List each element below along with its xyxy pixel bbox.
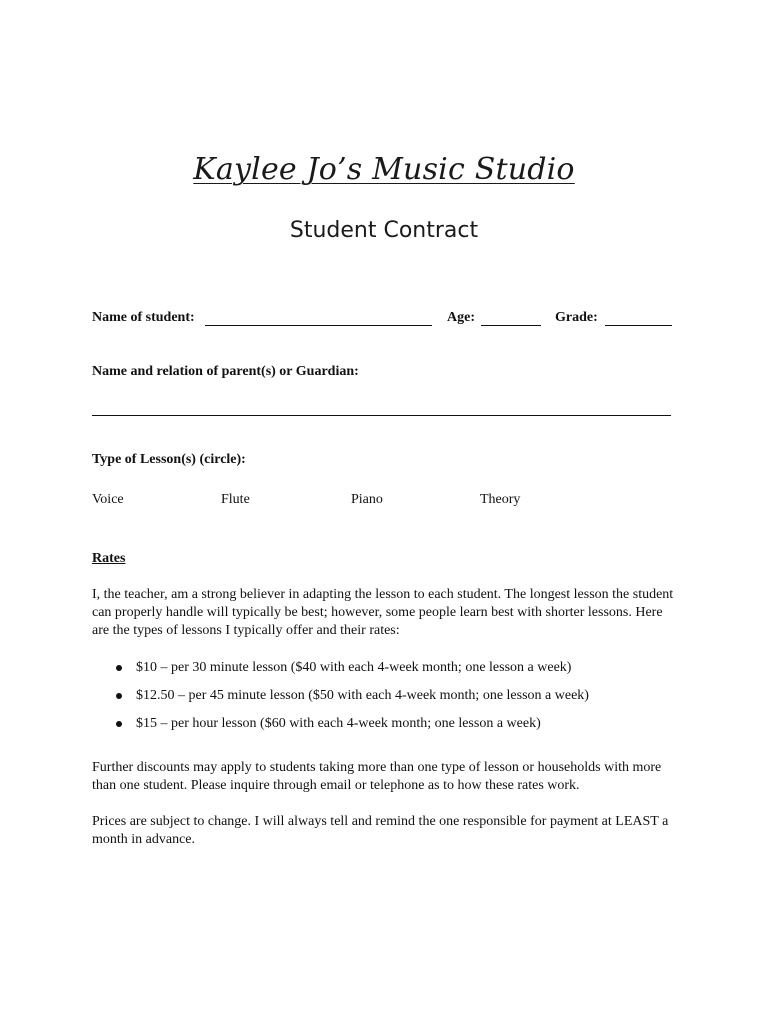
- grade-label: Grade:: [555, 310, 598, 325]
- rate-item: [92, 687, 682, 715]
- student-name-blank[interactable]: [205, 324, 432, 326]
- rates-heading: Rates: [92, 551, 126, 566]
- bullet-icon: [116, 721, 122, 727]
- bullet-icon: [116, 665, 122, 671]
- student-name-label: Name of student:: [92, 310, 195, 325]
- rate-item-text: $15 – per hour lesson ($60 with each 4-week month; one lesson a week): [136, 716, 541, 731]
- lesson-option-flute[interactable]: Flute: [221, 492, 250, 507]
- document-title: Student Contract: [289, 218, 479, 243]
- rate-item: [92, 659, 682, 687]
- guardian-label: Name and relation of parent(s) or Guardian:: [92, 364, 359, 379]
- grade-blank[interactable]: [605, 324, 672, 326]
- age-blank[interactable]: [481, 324, 541, 326]
- studio-name-title: Kaylee Jo’s Music Studio: [193, 152, 575, 187]
- bullet-icon: [116, 693, 122, 699]
- lesson-option-voice[interactable]: Voice: [92, 492, 124, 507]
- discounts-paragraph: Further discounts may apply to students taking more than one type of lesson or households with more than one student. Please inquire through email or telephone as to how these rates work.: [92, 760, 662, 793]
- rates-intro-paragraph: I, the teacher, am a strong believer in adapting the lesson to each student. The longest lesson the student can properly handle will typically be best; however, some people learn best with shorter lessons. Here are the types of lessons I typically offer and their rates:: [92, 587, 674, 638]
- rate-item-text: $12.50 – per 45 minute lesson ($50 with each 4-week month; one lesson a week): [136, 688, 589, 703]
- lesson-option-theory[interactable]: Theory: [480, 492, 521, 507]
- rate-list: [92, 659, 682, 743]
- rate-item: [92, 715, 682, 743]
- guardian-blank[interactable]: [92, 414, 671, 416]
- lesson-option-piano[interactable]: Piano: [351, 492, 383, 507]
- lesson-type-label: Type of Lesson(s) (circle):: [92, 452, 246, 467]
- rate-item-text: $10 – per 30 minute lesson ($40 with each 4-week month; one lesson a week): [136, 660, 572, 675]
- price-change-paragraph: Prices are subject to change. I will always tell and remind the one responsible for payment at LEAST a month in advance.: [92, 814, 669, 847]
- age-label: Age:: [447, 310, 475, 325]
